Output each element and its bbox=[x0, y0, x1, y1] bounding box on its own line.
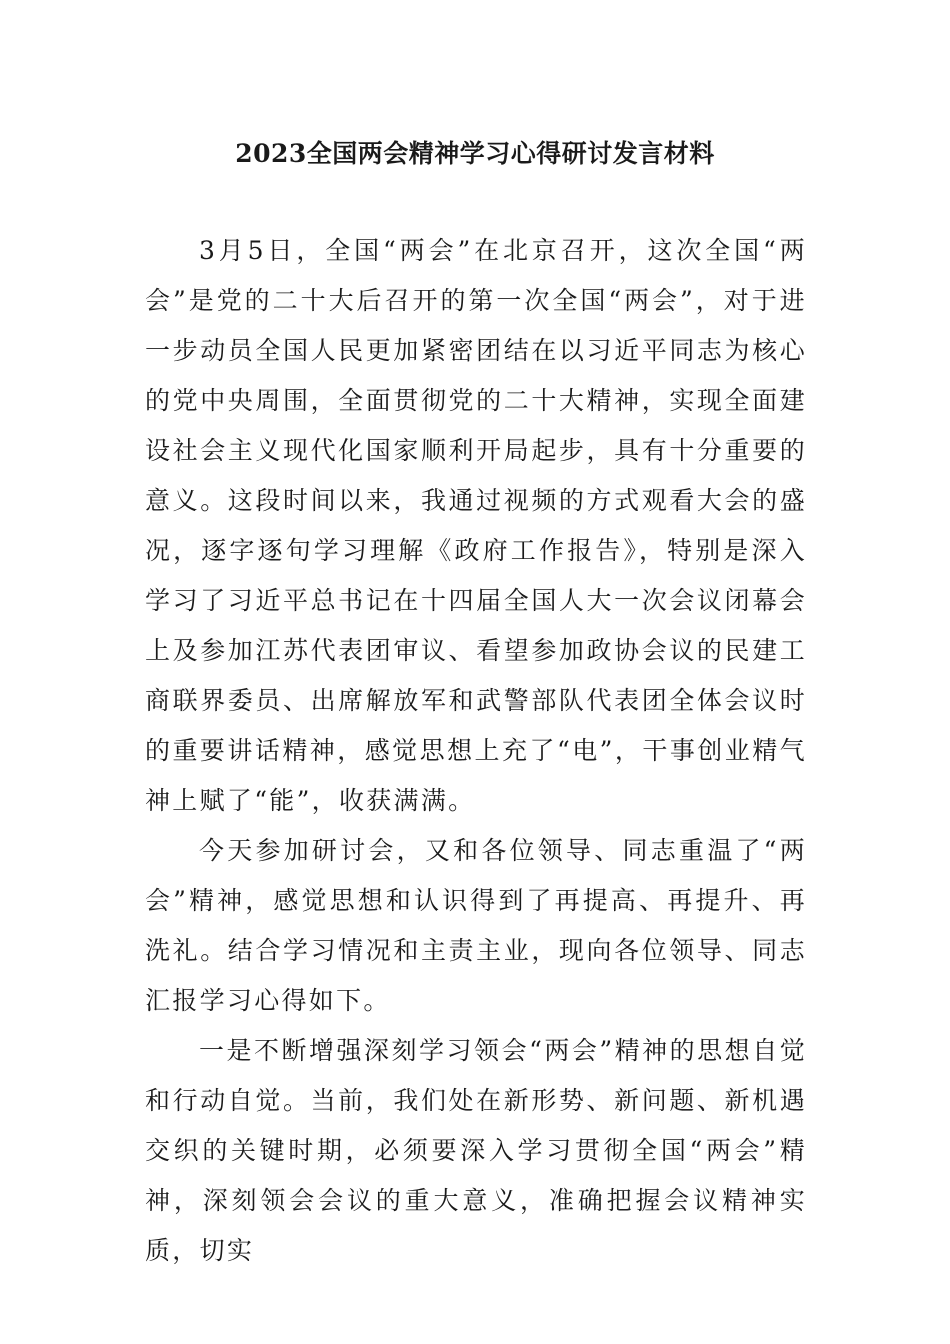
paragraph-3: 一是不断增强深刻学习领会“两会”精神的思想自觉和行动自觉。当前，我们处在新形势、新问题、新机遇交织的关键时期，必须要深入学习贯彻全国“两会”精神，深刻领会会议的重大意义，准确把握会议精神实质，切实 bbox=[145, 1036, 807, 1265]
paragraph-2: 今天参加研讨会，又和各位领导、同志重温了“两会”精神，感觉思想和认识得到了再提高、再提升、再洗礼。结合学习情况和主责主业，现向各位领导、同志汇报学习心得如下。 bbox=[145, 836, 807, 1015]
paragraph-1: 3月5日，全国“两会”在北京召开，这次全国“两会”是党的二十大后召开的第一次全国“两会”，对于进一步动员全国人民更加紧密团结在以习近平同志为核心的党中央周围，全面贯彻党的二十大精神，实现全面建设社会主义现代化国家顺利开局起步，具有十分重要的意义。这段时间以来，我通过视频的方式观看大会的盛况，逐字逐句学习理解《政府工作报告》，特别是深入学习了习近平总书记在十四届全国人大一次会议闭幕会上及参加江苏代表团审议、看望参加政协会议的民建工商联界委员、出席解放军和武警部队代表团全体会议时的重要讲话精神，感觉思想上充了“电”，干事创业精气神上赋了“能”，收获满满。 bbox=[145, 236, 807, 815]
document-body bbox=[145, 226, 807, 1276]
document-title: 2023全国两会精神学习心得研讨发言材料 bbox=[235, 139, 715, 168]
